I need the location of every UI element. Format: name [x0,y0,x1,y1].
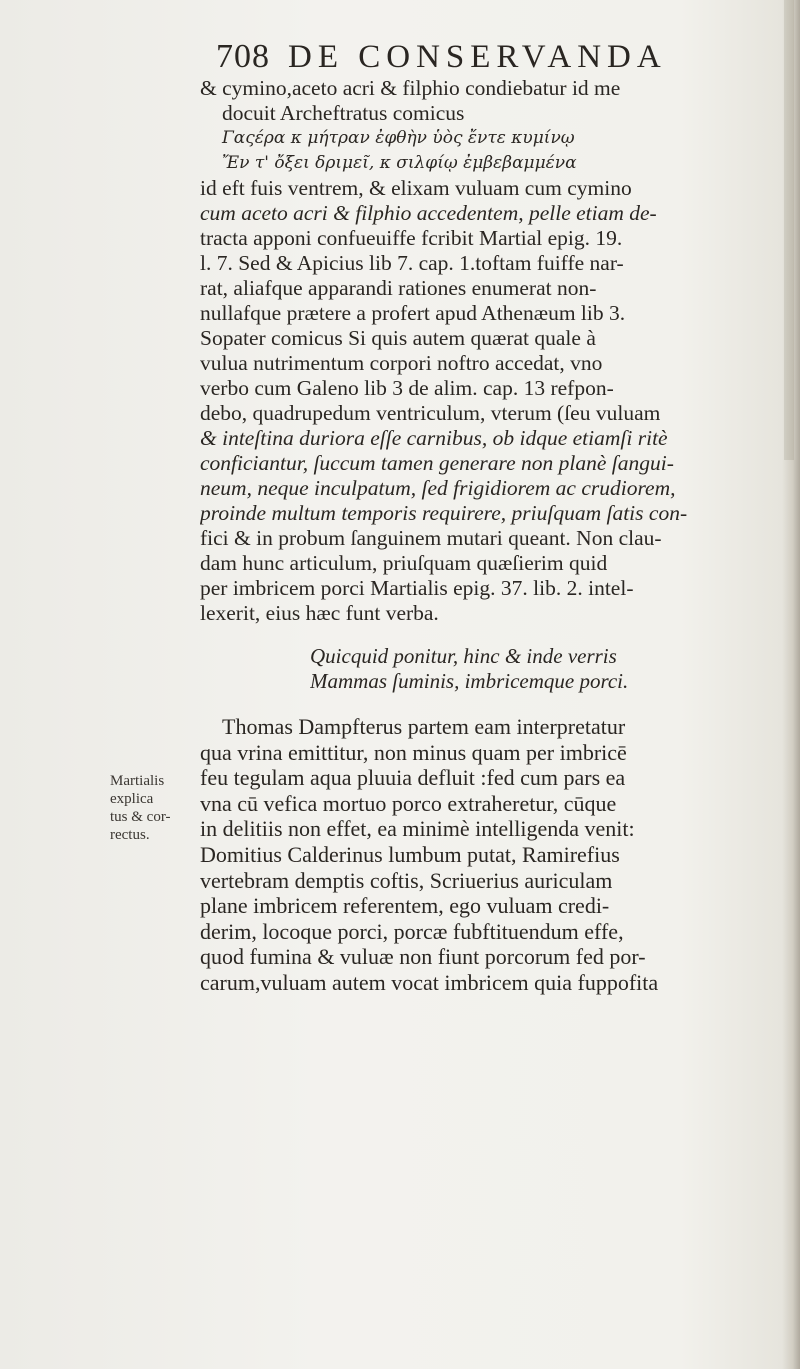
text-line: feu tegulam aqua pluuia defluit :fed cum pars ea [200,765,626,791]
text-line: quod fumina & vuluæ non fiunt porcorum fed por- [200,944,646,970]
text-line: in delitiis non effet, ea minimè intelligenda venit: [200,816,635,842]
text-line: lexerit, eius hæc funt verba. [200,601,439,625]
margin-note-line: explica [110,791,154,807]
running-head: DE CONSERVANDA [288,39,667,75]
text-line: conficiantur, ſuccum tamen generare non planè ſangui- [200,451,674,475]
text-line: & inteſtina duriora eſſe carnibus, ob idque etiamſi ritè [200,426,668,450]
page-header [216,38,736,78]
text-line: plane imbricem referentem, ego vuluam credi- [200,893,610,919]
text-line: vertebram demptis coftis, Scriuerius auriculam [200,867,613,893]
text-line: verbo cum Galeno lib 3 de alim. cap. 13 refpon- [200,376,614,400]
text-line: tracta apponi confueuiffe fcribit Martial epig. 19. [200,226,623,250]
text-line: derim, locoque porci, porcæ fubftituendum effe, [200,918,624,944]
text-line: Thomas Dampfterus partem eam interpretatur [222,714,626,739]
text-line: carum,vuluam autem vocat imbricem quia fuppofita [200,969,659,995]
margin-note-line: tus & cor- [110,809,171,825]
text-line: dam hunc articulum, priuſquam quæſierim quid [200,551,608,575]
text-line: debo, quadrupedum ventriculum, vterum (ſeu vuluam [200,401,661,425]
text-line: cum aceto acri & filphio accedentem, pelle etiam de- [200,201,657,225]
text-line: per imbricem porci Martialis epig. 37. lib. 2. intel- [200,576,634,600]
greek-verse-line: Γαςέρα κ μήτραν ἐφθὴν ὑὸς ἔντε κυμίνῳ [222,128,575,148]
margin-note [110,772,200,844]
text-line: Domitius Calderinus lumbum putat, Ramirefius [200,841,620,867]
greek-verse-line: Ἔν τ' ὄξει δριμεῖ, κ σιλφίῳ ἐμβεβαμμένα [222,153,577,173]
margin-note-line: rectus. [110,827,150,843]
text-line: qua vrina emittitur, non minus quam per imbricē [200,739,627,765]
text-line: l. 7. Sed & Apicius lib 7. cap. 1.toftam fuiffe nar- [200,251,624,275]
text-line: & cymino,aceto acri & filphio condiebatur id me [200,76,621,100]
verse-line: Quicquid ponitur, hinc & inde verris [310,644,617,668]
margin-note-line: Martialis [110,773,165,789]
page-stain [784,0,794,460]
text-line: fici & in probum ſanguinem mutari queant. Non clau- [200,526,662,550]
verse-line: Mammas ſuminis, imbricemque porci. [310,669,629,693]
text-line: nullafque prætere a profert apud Athenæum lib 3. [200,301,626,325]
quoted-verse [200,644,760,694]
body-text [200,76,760,996]
text-line: id eft fuis ventrem, & elixam vuluam cum cymino [200,176,632,200]
text-line: vna cū vefica mortuo porco extraheretur, cūque [200,790,617,816]
text-line: proinde multum temporis requirere, priuſquam ſatis con- [200,501,688,525]
text-line: neum, neque inculpatum, ſed frigidiorem ac crudiorem, [200,476,676,500]
text-line: Sopater comicus Si quis autem quærat quale à [200,326,596,350]
text-line: docuit Archeftratus comicus [222,101,465,125]
text-line: vulua nutrimentum corpori noftro accedat, vno [200,351,603,375]
page-number: 708 [216,38,270,75]
text-line: rat, aliafque apparandi rationes enumerat non- [200,276,597,300]
